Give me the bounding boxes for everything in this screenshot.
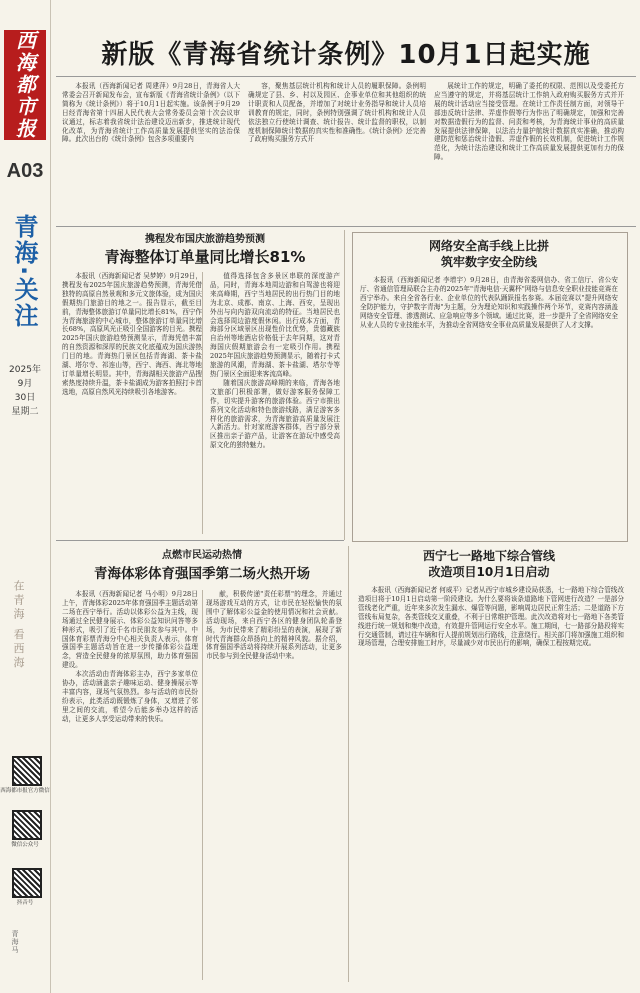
art-column-1: 本报讯（西海新闻记者 马小明）9月28日上午，青海体彩2025年体育强国季主题活动第二场在西宁举行。活动以体彩公益为主线，现场通过全民健身展示、体彩公益知识问答等多种形式，吸引了近千名市民朋友参与其中。中国体育彩票青海分中心相关负责人表示，体育强国季主题活动旨在进一步传播体彩公益理念，营造全民健身的浓厚氛围，助力体育强国建设。 本次活动由青海体彩主办，西宁多家单位协办，活动涵盖亲子趣味运动、健身操展示等丰富内容，现场气氛热烈。参与活动的市民纷纷表示，此类活动既锻炼了身体，又增进了邻里之间的交流，希望今后能多举办这样的活动，让更多人享受运动带来的快乐。 xyxy=(62,590,198,723)
qr-code-icon xyxy=(12,756,42,786)
date-day: 30日 xyxy=(14,393,36,403)
left-rail xyxy=(0,0,51,993)
tourism-column-3: 随着国庆旅游高峰期的来临，青海各地文旅部门积极部署，做好游客服务保障工作，切实提升游客的旅游体验。西宁市推出系列文化活动和特色旅游线路，满足游客多样化的旅游需求，为青海旅游高质量发展注入新活力。针对家庭游客群体，西宁部分景区推出亲子游产品，让游客在游玩中感受高原文化的独特魅力。 xyxy=(210,378,340,450)
tourism-column-1: 本报讯（西海新闻记者 吴梦婷）9月29日，携程发布2025年国庆旅游趋势预测，青海凭借独特的高原自然景观和多元文旅体验，成为国庆假期热门旅游目的地之一。报告显示，截至目前，青海整体旅游订单量同比增长81%，西宁作为青海旅游的中心城市，整体旅游订单量同比增长68%，高原风光正吸引全国游客的目光。携程2025年国庆旅游趋势预测显示，青海凭借丰富的自然资源和深厚的民族文化底蕴成为国庆游热门目的地。青海热门景区包括青海湖、茶卡盐湖、塔尔寺、祁连山等，西宁、海西、海北等地订单量增长明显。其中，青海湖相关旅游产品搜索热度持续升温，茶卡盐湖成为游客拍照打卡首选地，高原自然风光持续吸引各地游客。 xyxy=(62,272,202,396)
lead-headline: 新版《青海省统计条例》10月1日起实施 xyxy=(101,40,591,70)
cyber-title: 网络安全高手线上比拼 筑牢数字安全防线 xyxy=(428,239,549,269)
rail-bottom-text: 青海马 xyxy=(11,930,19,954)
page-number: A03 xyxy=(6,160,44,182)
divider xyxy=(56,76,636,77)
qr-label: 微信公众号 xyxy=(11,842,39,848)
column-divider xyxy=(348,546,349,982)
lead-column-2: 容，聚焦基层统计机构和统计人员的履职保障。条例明确规定了县、乡、村以及园区、企事业单位和其他组织的统计职责和人员配备，并增加了对统计业务指导和统计人员培训教育的规定，同时，条例特别强调了统计机构和统计人员依法独立行使统计调查、统计报告、统计监督的职权，以制度机制保障统计数据的真实性和准确性。《统计条例》还完善了政府购买服务方式开 xyxy=(248,82,426,144)
rail-motto: 在青海 看西海 xyxy=(12,580,25,671)
tourism-kicker: 携程发布国庆旅游趋势预测 xyxy=(145,234,265,245)
lead-column-3: 展统计工作的规定，明确了委托的权限、范围以及受委托方应当遵守的规定，并将基层统计工作纳入政府购买服务方式并开展的统计活动应当接受管理。在统计工作责任制方面，对领导干部违反统计法律、弄虚作假等行为作出了明确规定，加强和完善对数据造假行为的监督、问责和考核，为青海统计事业的高质量发展提供法律保障，以法治力量护航统计数据真实准确，推动构建防范和惩治统计造假、弄虚作假的长效机制，促进统计工作规范化，为统计法治建设和统计工作高质量发展提供更加有力的保障。 xyxy=(434,82,624,162)
divider xyxy=(56,226,636,227)
art-column-2: 献，积极传递"责任彩票"的理念，并通过现场游戏互动的方式，让市民在轻松愉快的氛围中了解体彩公益金的使用情况和社会贡献。活动现场，来自西宁各区的健身团队轮番登场，为市民带来了精彩纷呈的表演，展现了新时代青海群众昂扬向上的精神风貌。据介绍，体育强国季活动将持续开展系列活动，让更多市民参与到全民健身活动中来。 xyxy=(206,590,342,661)
masthead-logo: 西海都市报 xyxy=(4,30,46,140)
art-title: 青海体彩体育强国季第二场火热开场 xyxy=(94,566,310,582)
section-title: 青海·关注 xyxy=(10,214,38,330)
art-kicker: 点燃市民运动热情 xyxy=(162,550,242,561)
tunnel-column: 本报讯（西海新闻记者 何威平）记者从西宁市城乡建设局获悉，七一路地下综合管线改造项目将于10月1日启动第一阶段建设。为什么要将该条道路地下管网进行改造？一是部分管线老化严重，近年来多次发生漏水、爆管等问题，影响周边居民正常生活；二是道路下方管线布局复杂，各类管线交叉重叠，不利于日常维护管理。此次改造将对七一路地下各类管线进行统一规划和集中改造，有效提升管网运行安全水平。施工期间，七一路部分路段将实行交通管制，请过往车辆和行人提前规划出行路线，注意绕行。相关部门将加强施工组织和现场管理，合理安排施工时序，尽量减少对市民出行的影响，确保工程按期完成。 xyxy=(358,586,624,648)
cyber-column: 本报讯（西海新闻记者 李增宇）9月28日，由青海省委网信办、省工信厅、省公安厅、省通信管理局联合主办的2025年"青海电信·天翼杯"网络与信息安全职业技能竞赛在西宁举办。来自全省各行业、企业单位的代表队踊跃报名参赛。本届竞赛以"提升网络安全防护能力，守护数字青海"为主题，分为理论知识和实践操作两个环节，竞赛内容涵盖网络安全管理、渗透测试、应急响应等多个领域。通过比赛，进一步提升了全省网络安全从业人员的专业技能水平，为推动全省网络安全事业高质量发展提供了人才支撑。 xyxy=(360,276,618,329)
lead-column-1: 本报讯（西海新闻记者 周建萍）9月28日，青海省人大常委会召开新闻发布会，宣布新版《青海省统计条例》（以下简称为《统计条例》）将于10月1日起实施。该条例于9月29日经青海省第十四届人民代表大会常务委员会第十次会议审议通过，标志着我省统计法治建设迈出新步，推进统计现代化改革，为青海省统计工作高质量发展提供坚实的法治保障。此次出台的《统计条例》包含多项重要内 xyxy=(62,82,240,144)
column-divider xyxy=(344,230,345,540)
tourism-column-2: 值得选择包含多景区串联的深度游产品，同时，青海本地周边游和自驾游也将迎来高峰期，西宁当地居民的出行热门目的地为北京、成都、南京、上海、西安，呈现出外出与向内游双向流动的特征。当地居民也会选择周边游度假休闲。出行成本方面，青海部分区域景区出现性价比优势，贵德藏族自治州等地酒店价格低于去年同期，这对青海国庆假期旅游会有一定吸引作用。携程2025年国庆旅游趋势预测显示，随着打卡式旅游的风潮，青海湖、茶卡盐湖、塔尔寺等热门景区全面迎来客流高峰。 随着国庆旅游高峰期的来临，青海各地文旅部门积极部署，做好游客服务保障工作，切实提升游客的旅游体验。西宁市推出系列文化活动和特色旅游线路，满足游客多样化的旅游需求，为青海旅游高质量发展注入新活力。针对家庭游客群体，西宁部分景区推出亲子游产品，让游客在游玩中感受高原文化的独特魅力。 xyxy=(210,272,340,450)
date-year: 2025年 xyxy=(9,365,41,375)
qr-code-icon xyxy=(12,868,42,898)
date-month: 9月 xyxy=(17,379,33,389)
column-divider xyxy=(202,590,203,980)
tourism-title: 青海整体订单量同比增长81% xyxy=(104,248,306,266)
qr-label: 抖音号 xyxy=(16,900,34,906)
qr-label: 西海都市报官方微信 xyxy=(0,788,50,794)
column-divider xyxy=(202,272,203,534)
divider xyxy=(56,540,344,541)
tunnel-title: 西宁七一路地下综合管线 改造项目10月1日启动 xyxy=(422,549,555,579)
qr-code-icon xyxy=(12,810,42,840)
date-weekday: 星期二 xyxy=(11,407,39,417)
